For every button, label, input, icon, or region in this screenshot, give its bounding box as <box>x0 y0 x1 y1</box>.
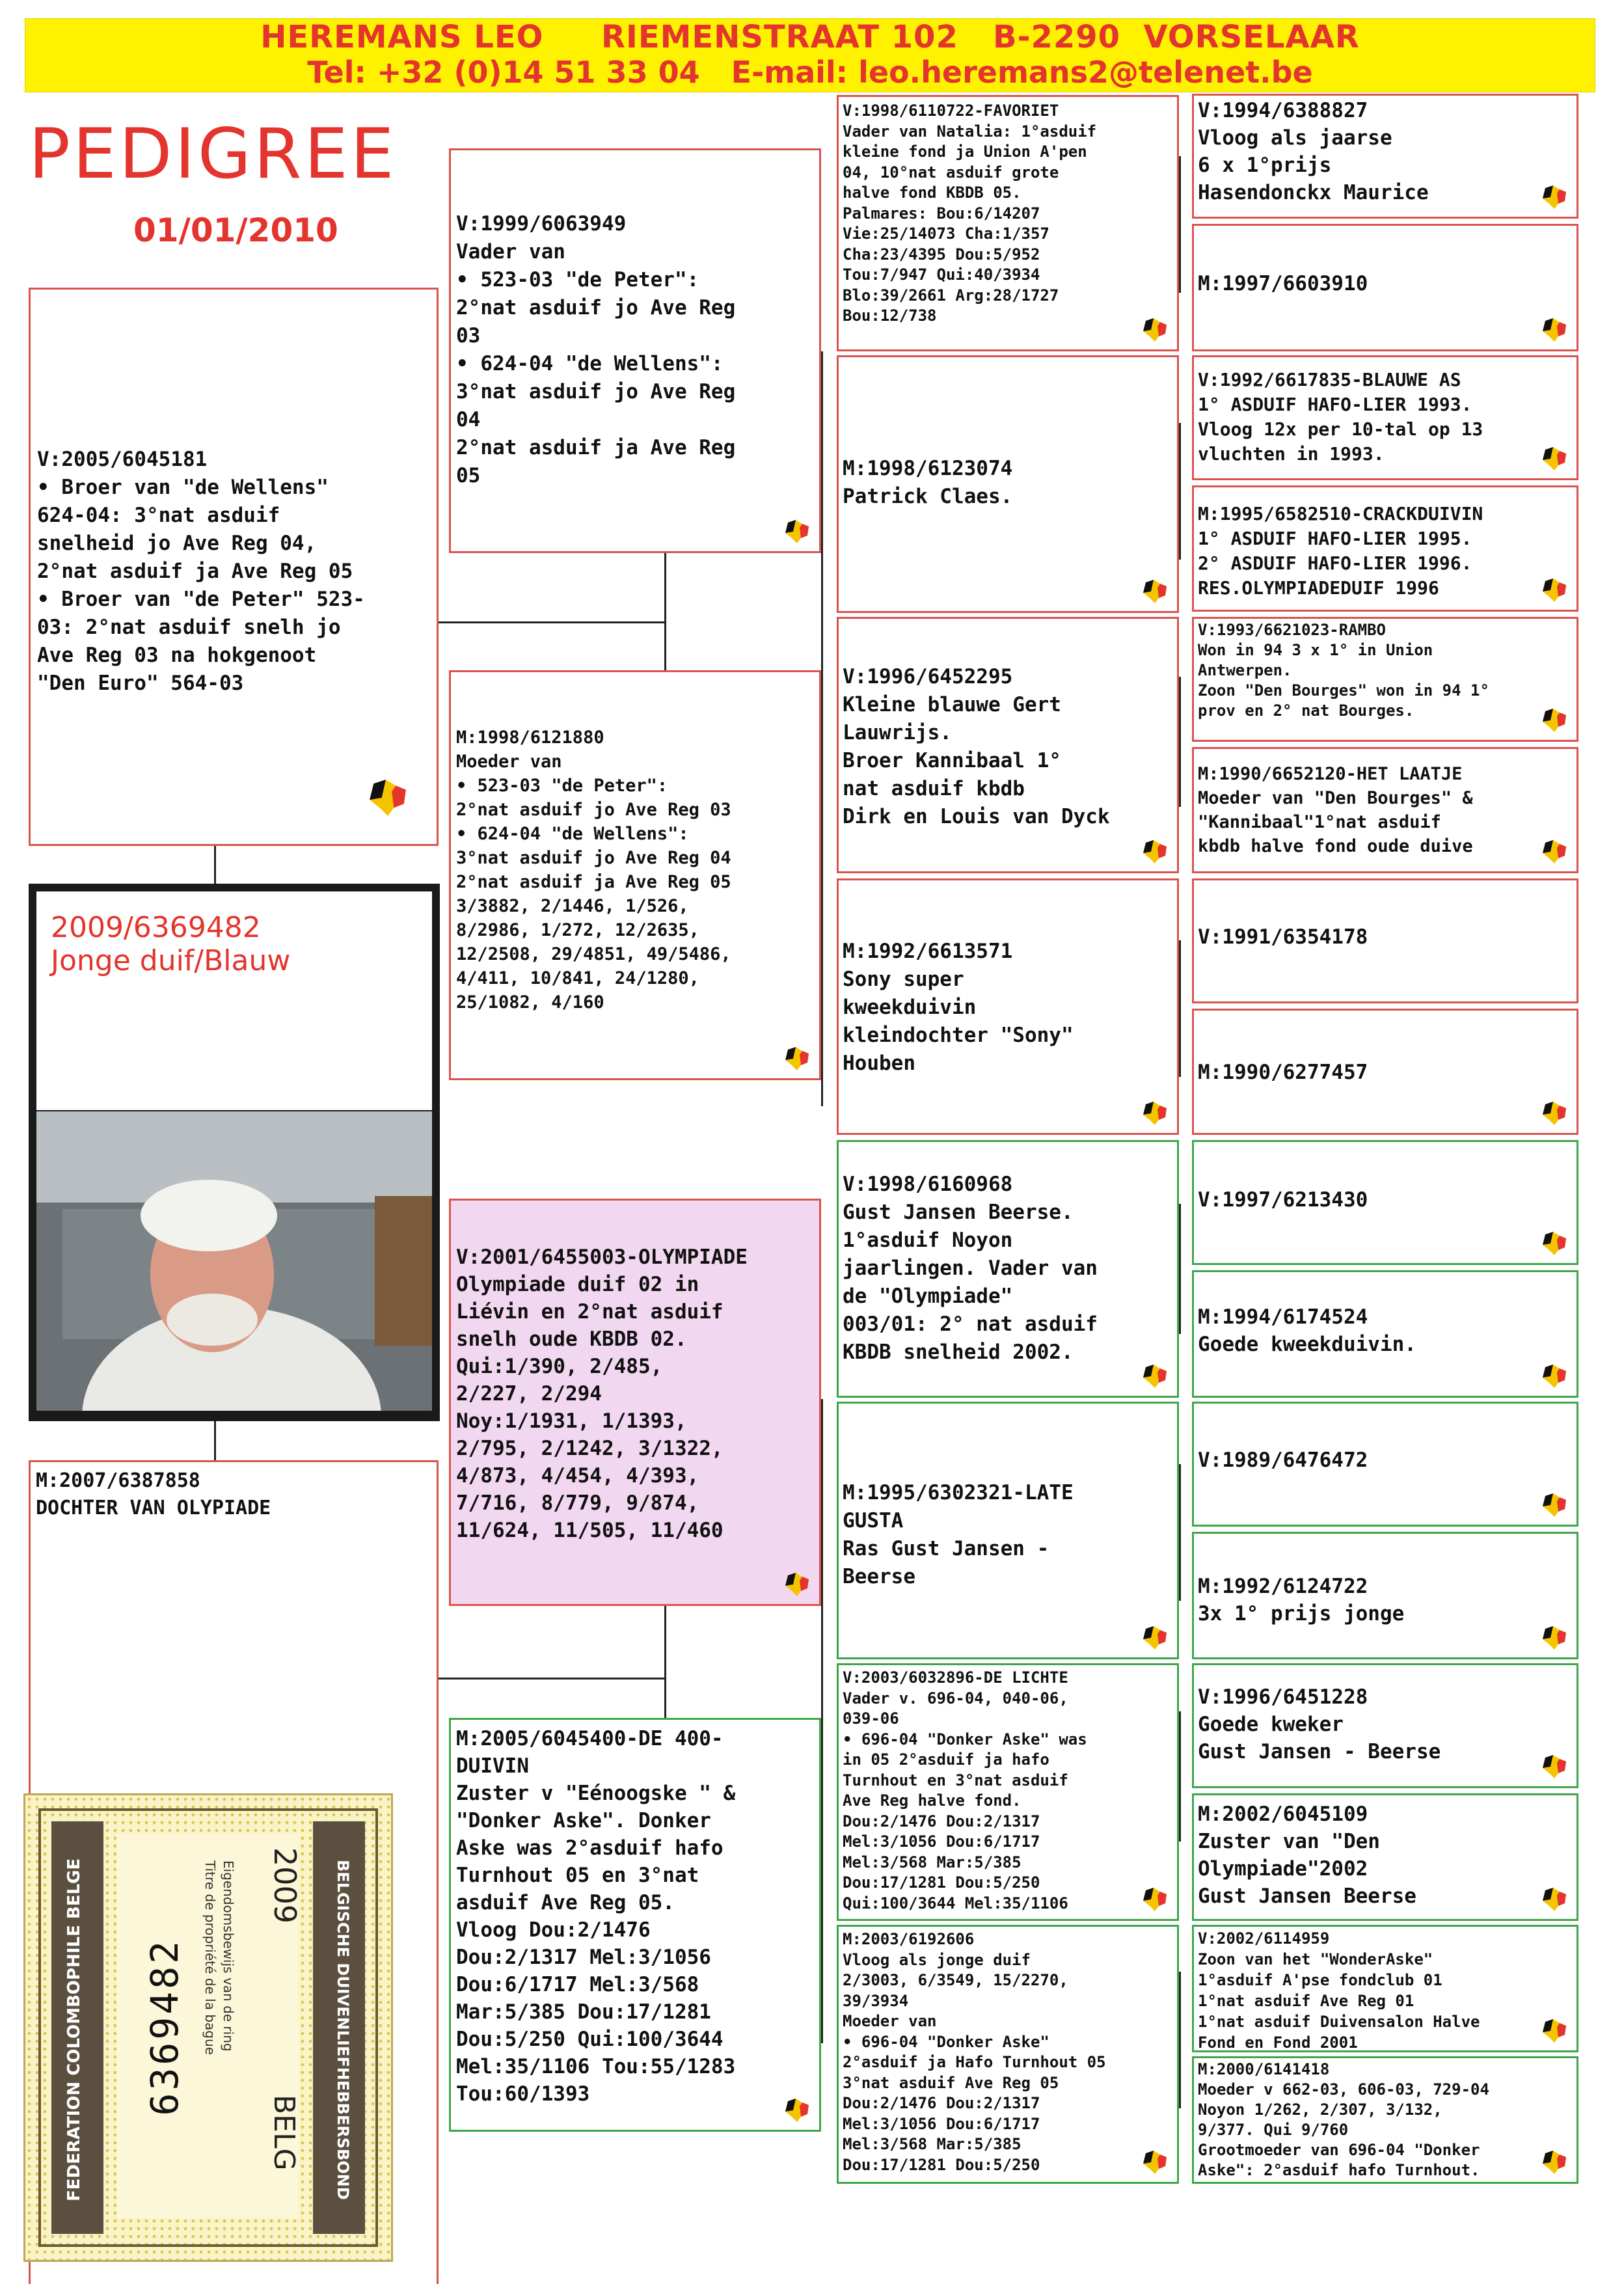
page-header <box>25 18 1595 92</box>
sire-dam-card <box>449 670 821 1080</box>
belgium-map-icon <box>1540 2018 1569 2044</box>
belgium-map-icon <box>783 519 811 545</box>
connector-line <box>1179 423 1181 560</box>
gen4-card-16 <box>1192 2056 1578 2184</box>
connector-line <box>436 621 666 623</box>
belgium-map-icon <box>1540 1625 1569 1651</box>
belgium-map-icon <box>1540 839 1569 865</box>
connector-line <box>821 1399 823 2043</box>
belgium-map-icon <box>1141 839 1169 865</box>
belgium-map-icon <box>1540 1363 1569 1389</box>
belgium-map-icon <box>1540 184 1569 210</box>
gen4-card-2 <box>1192 224 1578 351</box>
belgium-map-icon <box>1141 317 1169 343</box>
pigeon-label <box>36 891 432 1110</box>
connector-line <box>1179 677 1181 807</box>
dam-sire-card <box>449 1199 821 1606</box>
belgium-map-icon <box>1141 578 1169 605</box>
gen4-card-1 <box>1192 94 1578 219</box>
gen3-card-2 <box>837 355 1179 613</box>
belgium-map-icon <box>1540 446 1569 472</box>
connector-line <box>1179 1204 1181 1334</box>
belgium-map-icon <box>1540 1886 1569 1912</box>
connector-line <box>664 553 666 670</box>
gen4-info-15: V:2002/6114959 Zoon van het "WonderAske" 1°asduif A'pse fondclub 01 1°nat asduif Ave Reg 01 1°nat asduif Duivensalon Halve Fond en Fond 2001 <box>1198 1929 1480 2052</box>
sire-sire-card <box>449 148 821 553</box>
gen4-card-14 <box>1192 1793 1578 1921</box>
breeder-portrait-image <box>36 1111 432 1411</box>
gen4-info-12: M:1992/6124722 3x 1° prijs jonge <box>1198 1575 1405 1625</box>
breeder-photo <box>36 1111 432 1411</box>
ring-certificate <box>23 1793 393 2262</box>
connector-line <box>1179 156 1181 293</box>
pigeon-ring: 2009/6369482 <box>51 911 261 944</box>
header-contact: Tel: +32 (0)14 51 33 04 E-mail: leo.heremans2@telenet.be <box>307 55 1313 90</box>
gen3-card-8 <box>837 1925 1179 2184</box>
belgium-map-icon <box>1141 1886 1169 1912</box>
sire-sire-info: V:1999/6063949 Vader van • 523-03 "de Peter": 2°nat asduif jo Ave Reg 03 • 624-04 "de Wellens": 3°nat asduif jo Ave Reg 04 2°nat asduif ja Ave Reg 05 <box>456 212 736 487</box>
gen3-card-4 <box>837 878 1179 1135</box>
gen3-info-2: M:1998/6123074 Patrick Claes. <box>843 457 1013 508</box>
gen4-info-16: M:2000/6141418 Moeder v 662-03, 606-03, 729-04 Noyon 1/262, 2/307, 3/132, 9/377. Qui 9/760 Grootmoeder van 696-04 "Donker Aske": 2°asduif hafo Turnhout. <box>1198 2060 1489 2179</box>
gen3-info-7: V:2003/6032896-DE LICHTE Vader v. 696-04, 040-06, 039-06 • 696-04 "Donker Aske" was in 05 2°asduif ja hafo Turnhout en 3°nat asduif Ave Reg halve fond. Dou:2/1476 Dou:2/1317 Mel:3/1056 Dou:6/1717 Mel:3/568 Mar:5/385 Dou:17/1281 Dou:5/250 Qui:100/3644 Mel:35/1106 <box>843 1668 1087 1912</box>
sire-card <box>29 288 439 846</box>
gen4-info-8: M:1990/6277457 <box>1198 1061 1368 1084</box>
gen4-info-9: V:1997/6213430 <box>1198 1188 1368 1212</box>
belgium-map-icon <box>1540 317 1569 343</box>
belgium-map-icon <box>1540 1230 1569 1257</box>
sire-info: V:2005/6045181 • Broer van "de Wellens" 624-04: 3°nat asduif snelheid jo Ave Reg 04, 2°nat asduif ja Ave Reg 05 • Broer van "de Peter" 523- 03: 2°nat asduif snelh jo Ave Reg 03 na hokgenoot "Den Euro" 564-03 <box>37 448 365 695</box>
gen4-card-4 <box>1192 485 1578 612</box>
gen3-info-8: M:2003/6192606 Vloog als jonge duif 2/3003, 6/3549, 15/2270, 39/3934 Moeder van • 696-04 "Donker Aske" 2°asduif ja Hafo Turnhout 05 3°nat asduif Ave Reg 05 Dou:2/1476 Dou:2/1317 Mel:3/1056 Dou:6/1717 Mel:3/568 Mar:5/385 Dou:17/1281 Dou:5/250 <box>843 1930 1106 2174</box>
ring-federation-fr: FEDERATION COLOMBOPHILE BELGE <box>64 1858 84 2201</box>
belgium-map-icon <box>1540 577 1569 603</box>
belgium-map-icon <box>1141 1363 1169 1389</box>
gen4-card-12 <box>1192 1532 1578 1659</box>
gen4-card-5 <box>1192 617 1578 742</box>
belgium-map-icon <box>1540 1100 1569 1126</box>
gen4-card-9 <box>1192 1140 1578 1265</box>
connector-line <box>214 1421 216 1460</box>
gen3-card-5 <box>837 1140 1179 1398</box>
gen4-card-8 <box>1192 1009 1578 1135</box>
pedigree-date: 01/01/2010 <box>133 211 338 249</box>
gen3-card-6 <box>837 1402 1179 1659</box>
connector-line <box>1179 1711 1181 1842</box>
gen4-info-14: M:2002/6045109 Zuster van "Den Olympiade"2002 Gust Jansen Beerse <box>1198 1802 1416 1908</box>
gen3-info-3: V:1996/6452295 Kleine blauwe Gert Lauwrijs. Broer Kannibaal 1° nat asduif kbdb Dirk en Louis van Dyck <box>843 665 1110 828</box>
gen3-info-1: V:1998/6110722-FAVORIET Vader van Natalia: 1°asduif kleine fond ja Union A'pen 04, 10°nat asduif grote halve fond KBDB 05. Palmares: Bou:6/14207 Vie:25/14073 Cha:1/357 Cha:23/4395 Dou:5/952 Tou:7/947 Qui:40/3934 Blo:39/2661 Arg:28/1727 Bou:12/738 <box>843 102 1097 325</box>
gen3-info-6: M:1995/6302321-LATE GUSTA Ras Gust Jansen - Beerse <box>843 1481 1074 1588</box>
gen4-info-10: M:1994/6174524 Goede kweekduivin. <box>1198 1305 1416 1356</box>
connector-line <box>214 846 216 884</box>
page-title: PEDIGREE <box>29 114 397 194</box>
gen4-info-13: V:1996/6451228 Goede kweker Gust Jansen - Beerse <box>1198 1685 1441 1763</box>
belgium-map-icon <box>1141 2149 1169 2175</box>
connector-line <box>436 1678 666 1679</box>
connector-line <box>1179 1464 1181 1601</box>
belgium-map-icon <box>1141 1625 1169 1651</box>
gen4-card-13 <box>1192 1663 1578 1788</box>
belgium-map-icon <box>1540 1492 1569 1518</box>
belgium-map-icon <box>1540 1754 1569 1780</box>
gen4-info-1: V:1994/6388827 Vloog als jaarse 6 x 1°prijs Hasendonckx Maurice <box>1198 99 1429 204</box>
ring-year: 2009 <box>267 1847 303 1924</box>
ring-country: BELG <box>267 2095 301 2171</box>
pigeon-photo-card <box>29 884 440 1421</box>
connector-line <box>1179 940 1181 1077</box>
gen4-info-4: M:1995/6582510-CRACKDUIVIN 1° ASDUIF HAFO-LIER 1995. 2° ASDUIF HAFO-LIER 1996. RES.OLYMPIADEDUIF 1996 <box>1198 503 1483 599</box>
pigeon-description: Jonge duif/Blauw <box>51 944 291 977</box>
dam-info: M:2007/6387858 DOCHTER VAN OLYPIADE <box>36 1469 271 1519</box>
gen4-card-7 <box>1192 878 1578 1003</box>
ring-number: 6369482 <box>142 1938 187 2116</box>
sire-dam-info: M:1998/6121880 Moeder van • 523-03 "de Peter": 2°nat asduif jo Ave Reg 03 • 624-04 "de Wellens": 3°nat asduif jo Ave Reg 04 2°nat asduif ja Ave Reg 05 3/3882, 2/1446, 1/526, 8/2986, 1/272, 12/2635, 12/2508, 29/4851, 49/5486, 4/411, 10/841, 24/1280, 25/1082, 4/160 <box>456 727 731 1013</box>
gen4-info-6: M:1990/6652120-HET LAATJE Moeder van "Den Bourges" & "Kannibaal"1°nat asduif kbdb halve fond oude duive <box>1198 764 1473 856</box>
gen4-info-5: V:1993/6621023-RAMBO Won in 94 3 x 1° in Union Antwerpen. Zoon "Den Bourges" won in 94 1° prov en 2° nat Bourges. <box>1198 621 1489 720</box>
gen4-info-7: V:1991/6354178 <box>1198 925 1368 949</box>
gen3-info-5: V:1998/6160968 Gust Jansen Beerse. 1°asduif Noyon jaarlingen. Vader van de "Olympiade" 003/01: 2° nat asduif KBDB snelheid 2002. <box>843 1173 1098 1364</box>
connector-line <box>1179 1972 1181 2108</box>
dam-sire-info: V:2001/6455003-OLYMPIADE Olympiade duif 02 in Liévin en 2°nat asduif snelh oude KBDB 02. Qui:1/390, 2/485, 2/227, 2/294 Noy:1/1931, 1/1393, 2/795, 2/1242, 3/1322, 4/873, 4/454, 4/393, 7/716, 8/779, 9/874, 11/624, 11/505, 11/460 <box>456 1245 748 1542</box>
gen4-info-11: V:1989/6476472 <box>1198 1448 1368 1472</box>
belgium-map-icon <box>365 778 411 818</box>
dam-dam-card <box>449 1718 821 2132</box>
gen3-card-7 <box>837 1663 1179 1921</box>
belgium-map-icon <box>1540 707 1569 733</box>
gen3-card-1 <box>837 95 1179 351</box>
ring-federation-nl: BELGISCHE DUIVENLIEFHEBBERSBOND <box>334 1859 352 2200</box>
gen4-info-3: V:1992/6617835-BLAUWE AS 1° ASDUIF HAFO-LIER 1993. Vloog 12x per 10-tal op 13 vluchten in 1993. <box>1198 369 1483 465</box>
belgium-map-icon <box>783 1046 811 1072</box>
gen4-card-3 <box>1192 355 1578 480</box>
gen3-info-4: M:1992/6613571 Sony super kweekduivin kleindochter "Sony" Houben <box>843 940 1074 1075</box>
belgium-map-icon <box>1141 1100 1169 1126</box>
header-address: HEREMANS LEO RIEMENSTRAAT 102 B-2290 VORSELAAR <box>260 19 1360 55</box>
gen3-card-3 <box>837 617 1179 873</box>
gen4-card-15 <box>1192 1925 1578 2052</box>
belgium-map-icon <box>783 1571 811 1597</box>
gen4-card-11 <box>1192 1402 1578 1527</box>
ring-owner-nl: Eigendomsbewijs van de ring <box>221 1860 236 2052</box>
connector-line <box>664 1606 666 1736</box>
gen4-card-10 <box>1192 1270 1578 1398</box>
gen4-card-6 <box>1192 747 1578 873</box>
ring-owner-fr: Titre de propriété de la bague <box>202 1860 218 2055</box>
belgium-map-icon <box>1540 2149 1569 2175</box>
belgium-map-icon <box>783 2097 811 2123</box>
gen4-info-2: M:1997/6603910 <box>1198 272 1368 295</box>
connector-line <box>821 351 823 1106</box>
dam-dam-info: M:2005/6045400-DE 400- DUIVIN Zuster v "Eénoogske " & "Donker Aske". Donker Aske was 2°asduif hafo Turnhout 05 en 3°nat asduif Ave Reg 05. Vloog Dou:2/1476 Dou:2/1317 Mel:3/1056 Dou:6/1717 Mel:3/568 Mar:5/385 Dou:17/1281 Dou:5/250 Qui:100/3644 Mel:35/1106 Tou:55/1283 Tou:60/1393 <box>456 1727 736 2106</box>
